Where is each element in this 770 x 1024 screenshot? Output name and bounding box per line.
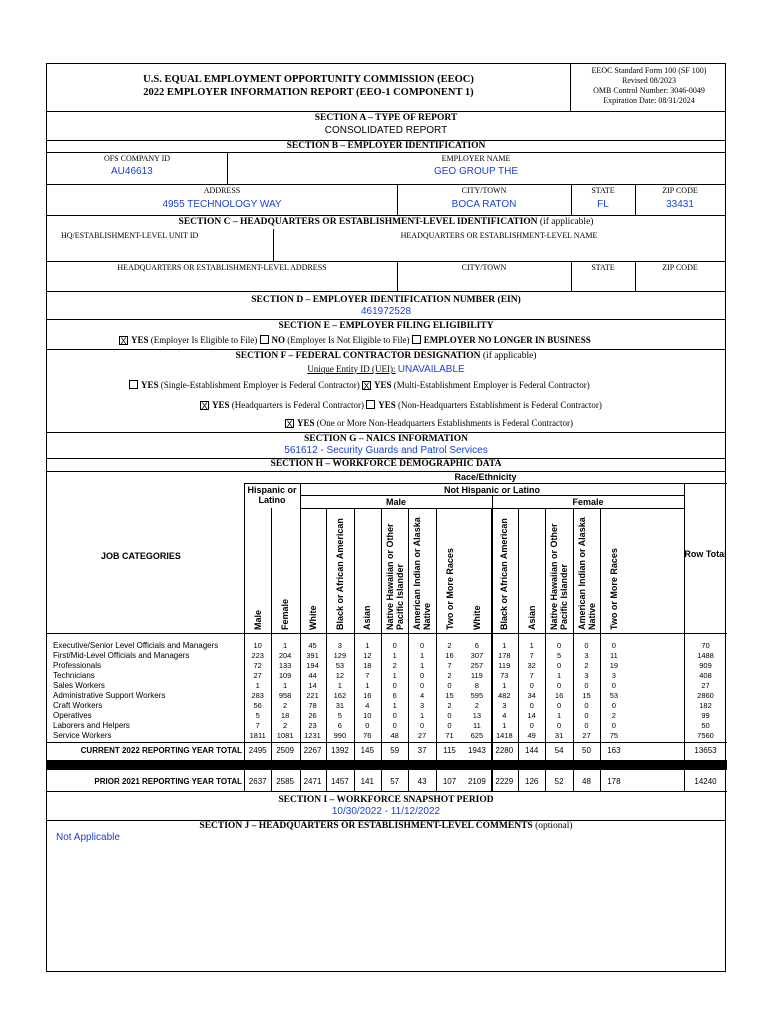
table-cell: 0 bbox=[611, 681, 616, 690]
table-cell: 129 bbox=[333, 651, 347, 660]
uei-label: Unique Entity ID (UEI): bbox=[307, 364, 396, 374]
table-cell: 18 bbox=[280, 711, 290, 720]
column-header-14: Two or More Races bbox=[608, 548, 619, 630]
prior-year-total-cell: 2585 bbox=[276, 777, 294, 786]
table-cell: 1 bbox=[283, 681, 288, 690]
table-cell: 1 bbox=[557, 711, 562, 720]
table-cell: 27 bbox=[417, 731, 427, 740]
no-longer-in-business-checkbox[interactable] bbox=[412, 335, 421, 344]
table-cell: 13 bbox=[472, 711, 482, 720]
ein-value: 461972528 bbox=[360, 306, 412, 317]
table-cell: 16 bbox=[445, 651, 454, 660]
table-cell: 53 bbox=[335, 661, 345, 670]
table-cell: 482 bbox=[498, 691, 511, 700]
table-cell: 5 bbox=[557, 651, 562, 660]
table-cell: 6 bbox=[392, 691, 397, 700]
table-cell: 3 bbox=[611, 671, 616, 680]
ofs-company-id-value: AU46613 bbox=[111, 166, 153, 177]
prior-year-total-cell: 178 bbox=[607, 777, 621, 786]
eligible-yes: YES bbox=[131, 335, 149, 345]
table-cell: 0 bbox=[420, 721, 425, 730]
prior-year-total-cell: 14240 bbox=[694, 777, 717, 786]
table-cell: 0 bbox=[611, 641, 616, 650]
table-cell: 0 bbox=[365, 721, 370, 730]
contractor-options-row1 bbox=[129, 380, 590, 390]
prior-year-total-cell: 52 bbox=[554, 777, 564, 786]
workforce-table bbox=[47, 471, 727, 793]
form-info-line: Expiration Date: 08/31/2024 bbox=[603, 96, 695, 105]
current-year-total-cell: 37 bbox=[417, 746, 427, 755]
table-cell: 3 bbox=[420, 701, 425, 710]
table-cell: 0 bbox=[557, 641, 562, 650]
table-cell: 4 bbox=[365, 701, 370, 710]
table-cell: 1 bbox=[392, 651, 397, 660]
table-cell: 221 bbox=[306, 691, 319, 700]
current-year-total-label: CURRENT 2022 REPORTING YEAR TOTAL bbox=[80, 746, 242, 755]
male-header: Male bbox=[385, 497, 406, 507]
zip-value: 33431 bbox=[666, 199, 694, 210]
one-or-more-non-hq-checkbox[interactable]: X bbox=[286, 419, 293, 429]
table-cell: 133 bbox=[278, 661, 292, 670]
table-cell: 3 bbox=[584, 671, 589, 680]
section-j-title-text: SECTION J – HEADQUARTERS OR ESTABLISHMENT-LEVEL COMMENTS bbox=[199, 821, 533, 831]
table-cell: 408 bbox=[699, 671, 712, 680]
hispanic-header: Hispanic or Latino bbox=[247, 485, 297, 505]
column-header-10: Black or African American bbox=[499, 518, 510, 630]
table-cell: 182 bbox=[699, 701, 712, 710]
table-cell: 0 bbox=[529, 701, 534, 710]
table-cell: 71 bbox=[445, 731, 454, 740]
table-cell: 0 bbox=[557, 681, 562, 690]
table-cell: 99 bbox=[701, 711, 710, 720]
job-category-label: Service Workers bbox=[53, 731, 112, 740]
table-cell: 50 bbox=[701, 721, 710, 730]
table-cell: 7 bbox=[365, 671, 370, 680]
table-cell: 1 bbox=[502, 721, 507, 730]
job-category-label: Laborers and Helpers bbox=[53, 721, 130, 730]
address-label: ADDRESS bbox=[203, 186, 241, 195]
opt5-yes: YES bbox=[297, 418, 315, 428]
table-cell: 15 bbox=[582, 691, 591, 700]
table-cell: 2 bbox=[283, 701, 288, 710]
column-header-12: Native Hawaiian or Other Pacific Islander bbox=[549, 523, 570, 630]
address-value: 4955 TECHNOLOGY WAY bbox=[162, 199, 282, 210]
column-header-7: American Indian or Alaska Native bbox=[412, 517, 433, 630]
table-cell: 7 bbox=[255, 721, 260, 730]
table-cell: 2860 bbox=[697, 691, 714, 700]
section-j-title-opt: (optional) bbox=[535, 821, 573, 831]
table-cell: 1 bbox=[255, 681, 260, 690]
column-header-1: Male bbox=[252, 609, 263, 630]
table-cell: 1811 bbox=[249, 731, 266, 740]
table-cell: 6 bbox=[474, 641, 479, 650]
table-cell: 2 bbox=[611, 711, 616, 720]
table-cell: 1 bbox=[337, 681, 342, 690]
current-year-total-cell: 144 bbox=[525, 746, 539, 755]
hq-address-label: HEADQUARTERS OR ESTABLISHMENT-LEVEL ADDRESS bbox=[117, 263, 327, 272]
column-header-6: Native Hawaiian or Other Pacific Islander bbox=[384, 523, 405, 630]
current-year-total-cell: 2495 bbox=[248, 746, 267, 755]
prior-year-total-cell: 43 bbox=[417, 777, 427, 786]
form-title bbox=[47, 73, 570, 99]
opt4-yes: YES bbox=[378, 400, 396, 410]
table-cell: 16 bbox=[554, 691, 564, 700]
section-a-title: SECTION A – TYPE OF REPORT bbox=[314, 113, 458, 123]
table-cell: 162 bbox=[333, 691, 347, 700]
table-cell: 31 bbox=[554, 731, 564, 740]
opt4-text: (Non-Headquarters Establishment is Federal Contractor) bbox=[397, 400, 602, 410]
opt1-yes: YES bbox=[141, 380, 159, 390]
single-establishment-checkbox[interactable] bbox=[129, 380, 138, 389]
table-cell: 1418 bbox=[495, 731, 513, 740]
table-cell: 0 bbox=[420, 671, 425, 680]
table-cell: 0 bbox=[420, 641, 425, 650]
form-info-line: EEOC Standard Form 100 (SF 100) bbox=[591, 66, 707, 75]
table-cell: 10 bbox=[253, 641, 262, 650]
table-cell: 1488 bbox=[697, 651, 714, 660]
table-cell: 27 bbox=[582, 731, 591, 740]
table-cell: 0 bbox=[584, 641, 589, 650]
table-cell: 109 bbox=[278, 671, 292, 680]
table-cell: 0 bbox=[611, 721, 616, 730]
table-cell: 11 bbox=[609, 651, 618, 660]
opt5-text: (One or More Non-Headquarters Establishments is Federal Contractor) bbox=[316, 418, 573, 428]
form-title-line1: U.S. EQUAL EMPLOYMENT OPPORTUNITY COMMISSION (EEOC) bbox=[143, 74, 474, 85]
table-cell: 958 bbox=[278, 691, 292, 700]
table-cell: 56 bbox=[253, 701, 262, 710]
current-year-total-cell: 1943 bbox=[467, 746, 486, 755]
row-total-header: Row Total bbox=[684, 549, 727, 559]
state-value: FL bbox=[597, 199, 609, 210]
hq-contractor-checkbox[interactable]: X bbox=[201, 401, 208, 411]
section-f-title-text: SECTION F – FEDERAL CONTRACTOR DESIGNATION bbox=[235, 351, 481, 361]
table-cell: 34 bbox=[527, 691, 536, 700]
job-category-label: Professionals bbox=[53, 661, 102, 670]
column-header-8: Two or More Races bbox=[444, 548, 455, 630]
section-h-title: SECTION H – WORKFORCE DEMOGRAPHIC DATA bbox=[270, 459, 502, 469]
city-value: BOCA RATON bbox=[451, 199, 517, 210]
table-cell: 178 bbox=[498, 651, 511, 660]
table-cell: 307 bbox=[470, 651, 484, 660]
prior-year-total-cell: 2229 bbox=[495, 777, 514, 786]
form-info-line: OMB Control Number: 3046-0049 bbox=[593, 86, 705, 95]
table-cell: 44 bbox=[308, 671, 317, 680]
zip-label: ZIP CODE bbox=[662, 186, 698, 195]
table-cell: 2 bbox=[447, 701, 452, 710]
employer-name-label: EMPLOYER NAME bbox=[441, 154, 511, 163]
section-c-title bbox=[47, 217, 725, 227]
table-cell: 15 bbox=[445, 691, 454, 700]
hq-unit-id-label: HQ/ESTABLISHMENT-LEVEL UNIT ID bbox=[61, 231, 199, 240]
table-cell: 3 bbox=[337, 641, 342, 650]
no-longer-in-business: EMPLOYER NO LONGER IN BUSINESS bbox=[423, 335, 591, 345]
table-cell: 27 bbox=[701, 681, 710, 690]
prior-year-total-cell: 2109 bbox=[467, 777, 486, 786]
table-cell: 2 bbox=[474, 701, 479, 710]
comments-value: Not Applicable bbox=[56, 832, 120, 843]
table-cell: 19 bbox=[609, 661, 619, 670]
table-cell: 11 bbox=[472, 721, 481, 730]
current-year-total-cell: 145 bbox=[360, 746, 374, 755]
uei-value: UNAVAILABLE bbox=[397, 364, 465, 375]
section-b-title: SECTION B – EMPLOYER IDENTIFICATION bbox=[286, 141, 486, 151]
section-d-title: SECTION D – EMPLOYER IDENTIFICATION NUMBER (EIN) bbox=[251, 295, 521, 305]
table-cell: 18 bbox=[363, 661, 372, 670]
job-category-label: Administrative Support Workers bbox=[53, 691, 166, 700]
table-cell: 194 bbox=[306, 661, 319, 670]
table-cell: 5 bbox=[337, 711, 342, 720]
table-cell: 595 bbox=[470, 691, 484, 700]
prior-year-total-cell: 126 bbox=[525, 777, 539, 786]
table-cell: 6 bbox=[337, 721, 342, 730]
section-i-title: SECTION I – WORKFORCE SNAPSHOT PERIOD bbox=[278, 795, 494, 805]
table-cell: 0 bbox=[447, 721, 452, 730]
table-cell: 0 bbox=[447, 681, 452, 690]
job-categories-header: JOB CATEGORIES bbox=[101, 551, 181, 561]
table-cell: 0 bbox=[392, 711, 397, 720]
current-year-total-cell: 2267 bbox=[303, 746, 322, 755]
table-cell: 0 bbox=[447, 711, 452, 720]
hq-name-label: HEADQUARTERS OR ESTABLISHMENT-LEVEL NAME bbox=[400, 231, 598, 240]
snapshot-period-value: 10/30/2022 - 11/12/2022 bbox=[331, 806, 441, 817]
table-cell: 2 bbox=[447, 671, 452, 680]
table-cell: 1 bbox=[502, 641, 507, 650]
current-year-total-cell: 50 bbox=[582, 746, 591, 755]
column-header-2: Female bbox=[280, 598, 291, 630]
table-cell: 0 bbox=[392, 641, 397, 650]
current-year-total-cell: 1392 bbox=[330, 746, 349, 755]
table-cell: 1081 bbox=[276, 731, 294, 740]
job-category-label: Technicians bbox=[53, 671, 95, 680]
column-header-11: Asian bbox=[526, 605, 537, 630]
opt3-yes: YES bbox=[212, 400, 230, 410]
table-cell: 49 bbox=[527, 731, 536, 740]
race-ethnicity-header: Race/Ethnicity bbox=[454, 472, 517, 482]
job-category-label: Operatives bbox=[53, 711, 92, 720]
table-cell: 14 bbox=[527, 711, 536, 720]
table-cell: 990 bbox=[333, 731, 347, 740]
table-cell: 14 bbox=[308, 681, 317, 690]
ofs-company-id-label: OFS COMPANY ID bbox=[103, 154, 171, 163]
job-category-label: Sales Workers bbox=[53, 681, 105, 690]
table-cell: 1 bbox=[365, 681, 370, 690]
prior-year-total-cell: 57 bbox=[390, 777, 400, 786]
table-cell: 0 bbox=[557, 661, 562, 670]
section-e-title: SECTION E – EMPLOYER FILING ELIGIBILITY bbox=[278, 321, 494, 331]
job-category-label: Executive/Senior Level Officials and Managers bbox=[53, 641, 219, 650]
naics-value: 561612 - Security Guards and Patrol Services bbox=[284, 445, 488, 456]
eeo1-form bbox=[46, 63, 726, 972]
table-cell: 1 bbox=[420, 651, 425, 660]
section-f-title-opt: (if applicable) bbox=[482, 351, 537, 361]
table-cell: 78 bbox=[308, 701, 317, 710]
eligible-yes-text: (Employer Is Eligible to File) bbox=[150, 335, 258, 345]
table-cell: 1 bbox=[283, 641, 288, 650]
table-cell: 0 bbox=[557, 721, 562, 730]
table-cell: 73 bbox=[500, 671, 509, 680]
table-cell: 257 bbox=[470, 661, 484, 670]
table-cell: 1 bbox=[420, 711, 425, 720]
table-cell: 53 bbox=[609, 691, 619, 700]
table-cell: 223 bbox=[251, 651, 264, 660]
table-cell: 1 bbox=[557, 671, 562, 680]
table-cell: 10 bbox=[363, 711, 372, 720]
form-info-line: Revised 08/2023 bbox=[622, 76, 676, 85]
table-cell: 76 bbox=[363, 731, 372, 740]
current-year-total-cell: 163 bbox=[607, 746, 621, 755]
table-cell: 0 bbox=[529, 681, 534, 690]
non-hq-contractor-checkbox[interactable] bbox=[366, 400, 375, 409]
form-title-line2: 2022 EMPLOYER INFORMATION REPORT (EEO-1 COMPONENT 1) bbox=[143, 87, 474, 98]
multi-establishment-checkbox[interactable]: X bbox=[363, 381, 370, 391]
table-cell: 26 bbox=[308, 711, 317, 720]
eligible-no: NO bbox=[271, 335, 285, 345]
table-cell: 32 bbox=[527, 661, 536, 670]
eligible-no-text: (Employer Is Not Eligible to File) bbox=[287, 335, 410, 345]
prior-year-total-label: PRIOR 2021 REPORTING YEAR TOTAL bbox=[94, 777, 242, 786]
table-cell: 1 bbox=[392, 671, 397, 680]
table-cell: 2 bbox=[447, 641, 452, 650]
current-year-total-cell: 13653 bbox=[694, 746, 717, 755]
not-eligible-checkbox[interactable] bbox=[260, 335, 269, 344]
table-cell: 70 bbox=[701, 641, 710, 650]
table-cell: 204 bbox=[278, 651, 292, 660]
prior-year-total-cell: 141 bbox=[360, 777, 374, 786]
prior-year-total-cell: 2471 bbox=[303, 777, 322, 786]
not-hispanic-header: Not Hispanic or Latino bbox=[443, 485, 540, 495]
column-header-5: Asian bbox=[362, 605, 373, 630]
column-header-3: White bbox=[307, 605, 318, 630]
table-cell: 4 bbox=[420, 691, 425, 700]
table-cell: 48 bbox=[390, 731, 399, 740]
table-cell: 2 bbox=[584, 661, 589, 670]
prior-year-total-cell: 2637 bbox=[248, 777, 267, 786]
table-cell: 0 bbox=[529, 721, 534, 730]
table-cell: 2 bbox=[392, 661, 397, 670]
table-cell: 119 bbox=[498, 661, 511, 670]
contractor-options-row2 bbox=[200, 400, 602, 410]
table-cell: 0 bbox=[611, 701, 616, 710]
table-cell: 7 bbox=[529, 671, 534, 680]
table-cell: 0 bbox=[420, 681, 425, 690]
column-header-9: White bbox=[471, 605, 482, 630]
hq-zip-label: ZIP CODE bbox=[662, 263, 698, 272]
hq-state-label: STATE bbox=[591, 263, 615, 272]
column-header-4: Black or African American bbox=[334, 518, 345, 630]
table-cell: 3 bbox=[584, 651, 589, 660]
state-label: STATE bbox=[591, 186, 615, 195]
employer-name-value: GEO GROUP THE bbox=[433, 166, 519, 177]
prior-year-total-cell: 1457 bbox=[330, 777, 349, 786]
current-year-total-cell: 59 bbox=[390, 746, 400, 755]
table-cell: 0 bbox=[584, 711, 589, 720]
table-cell: 1 bbox=[392, 701, 397, 710]
opt1-text: (Single-Establishment Employer is Federal Contractor) bbox=[160, 380, 360, 390]
table-cell: 625 bbox=[470, 731, 484, 740]
table-cell: 72 bbox=[253, 661, 262, 670]
prior-year-total-cell: 107 bbox=[442, 777, 457, 786]
table-cell: 119 bbox=[470, 671, 483, 680]
table-cell: 0 bbox=[584, 721, 589, 730]
job-category-label: First/Mid-Level Officials and Managers bbox=[53, 651, 190, 660]
table-cell: 27 bbox=[253, 671, 262, 680]
table-cell: 12 bbox=[363, 651, 372, 660]
city-label: CITY/TOWN bbox=[461, 186, 507, 195]
table-cell: 283 bbox=[251, 691, 264, 700]
table-cell: 7 bbox=[447, 661, 452, 670]
opt3-text: (Headquarters is Federal Contractor) bbox=[231, 400, 364, 410]
table-cell: 45 bbox=[308, 641, 317, 650]
table-cell: 1 bbox=[529, 641, 534, 650]
table-cell: 391 bbox=[306, 651, 319, 660]
current-year-total-cell: 2280 bbox=[495, 746, 514, 755]
section-j-title bbox=[47, 821, 725, 831]
section-c-title-opt: (if applicable) bbox=[539, 217, 594, 227]
section-g-title: SECTION G – NAICS INFORMATION bbox=[304, 434, 468, 444]
table-cell: 4 bbox=[502, 711, 507, 720]
female-header: Female bbox=[572, 497, 604, 507]
current-year-total-cell: 54 bbox=[554, 746, 564, 755]
table-cell: 2 bbox=[283, 721, 288, 730]
table-cell: 23 bbox=[308, 721, 317, 730]
prior-year-total-cell: 48 bbox=[582, 777, 591, 786]
table-cell: 909 bbox=[699, 661, 712, 670]
table-cell: 0 bbox=[557, 701, 562, 710]
current-year-total-cell: 2509 bbox=[276, 746, 294, 755]
table-cell: 3 bbox=[502, 701, 507, 710]
table-cell: 31 bbox=[335, 701, 345, 710]
contractor-options-row3 bbox=[285, 418, 573, 428]
section-c-title-text: SECTION C – HEADQUARTERS OR ESTABLISHMENT-LEVEL IDENTIFICATION bbox=[178, 217, 538, 227]
opt2-yes: YES bbox=[373, 380, 392, 390]
table-cell: 75 bbox=[609, 731, 619, 740]
hq-city-label: CITY/TOWN bbox=[461, 263, 507, 272]
opt2-text: (Multi-Establishment Employer is Federal Contractor) bbox=[393, 380, 590, 390]
table-cell: 1 bbox=[365, 641, 370, 650]
table-cell: 1231 bbox=[304, 731, 321, 740]
form-info bbox=[571, 66, 727, 106]
column-header-13: American Indian or Alaska Native bbox=[576, 517, 597, 630]
table-cell: 16 bbox=[363, 691, 372, 700]
report-type-value: CONSOLIDATED REPORT bbox=[324, 125, 448, 136]
table-cell: 8 bbox=[474, 681, 479, 690]
table-cell: 5 bbox=[255, 711, 260, 720]
current-year-total-cell: 115 bbox=[443, 746, 456, 755]
table-cell: 0 bbox=[584, 681, 589, 690]
table-cell: 1 bbox=[502, 681, 507, 690]
section-f-title bbox=[47, 351, 725, 361]
eligibility-options bbox=[119, 335, 591, 345]
eligible-checkbox[interactable]: X bbox=[120, 336, 127, 346]
table-cell: 1 bbox=[420, 661, 425, 670]
table-cell: 0 bbox=[392, 681, 397, 690]
job-category-label: Craft Workers bbox=[53, 701, 103, 710]
uei-line bbox=[47, 364, 725, 375]
table-cell: 0 bbox=[392, 721, 397, 730]
table-cell: 0 bbox=[584, 701, 589, 710]
table-cell: 7560 bbox=[697, 731, 714, 740]
table-cell: 7 bbox=[529, 651, 534, 660]
table-cell: 12 bbox=[335, 671, 345, 680]
